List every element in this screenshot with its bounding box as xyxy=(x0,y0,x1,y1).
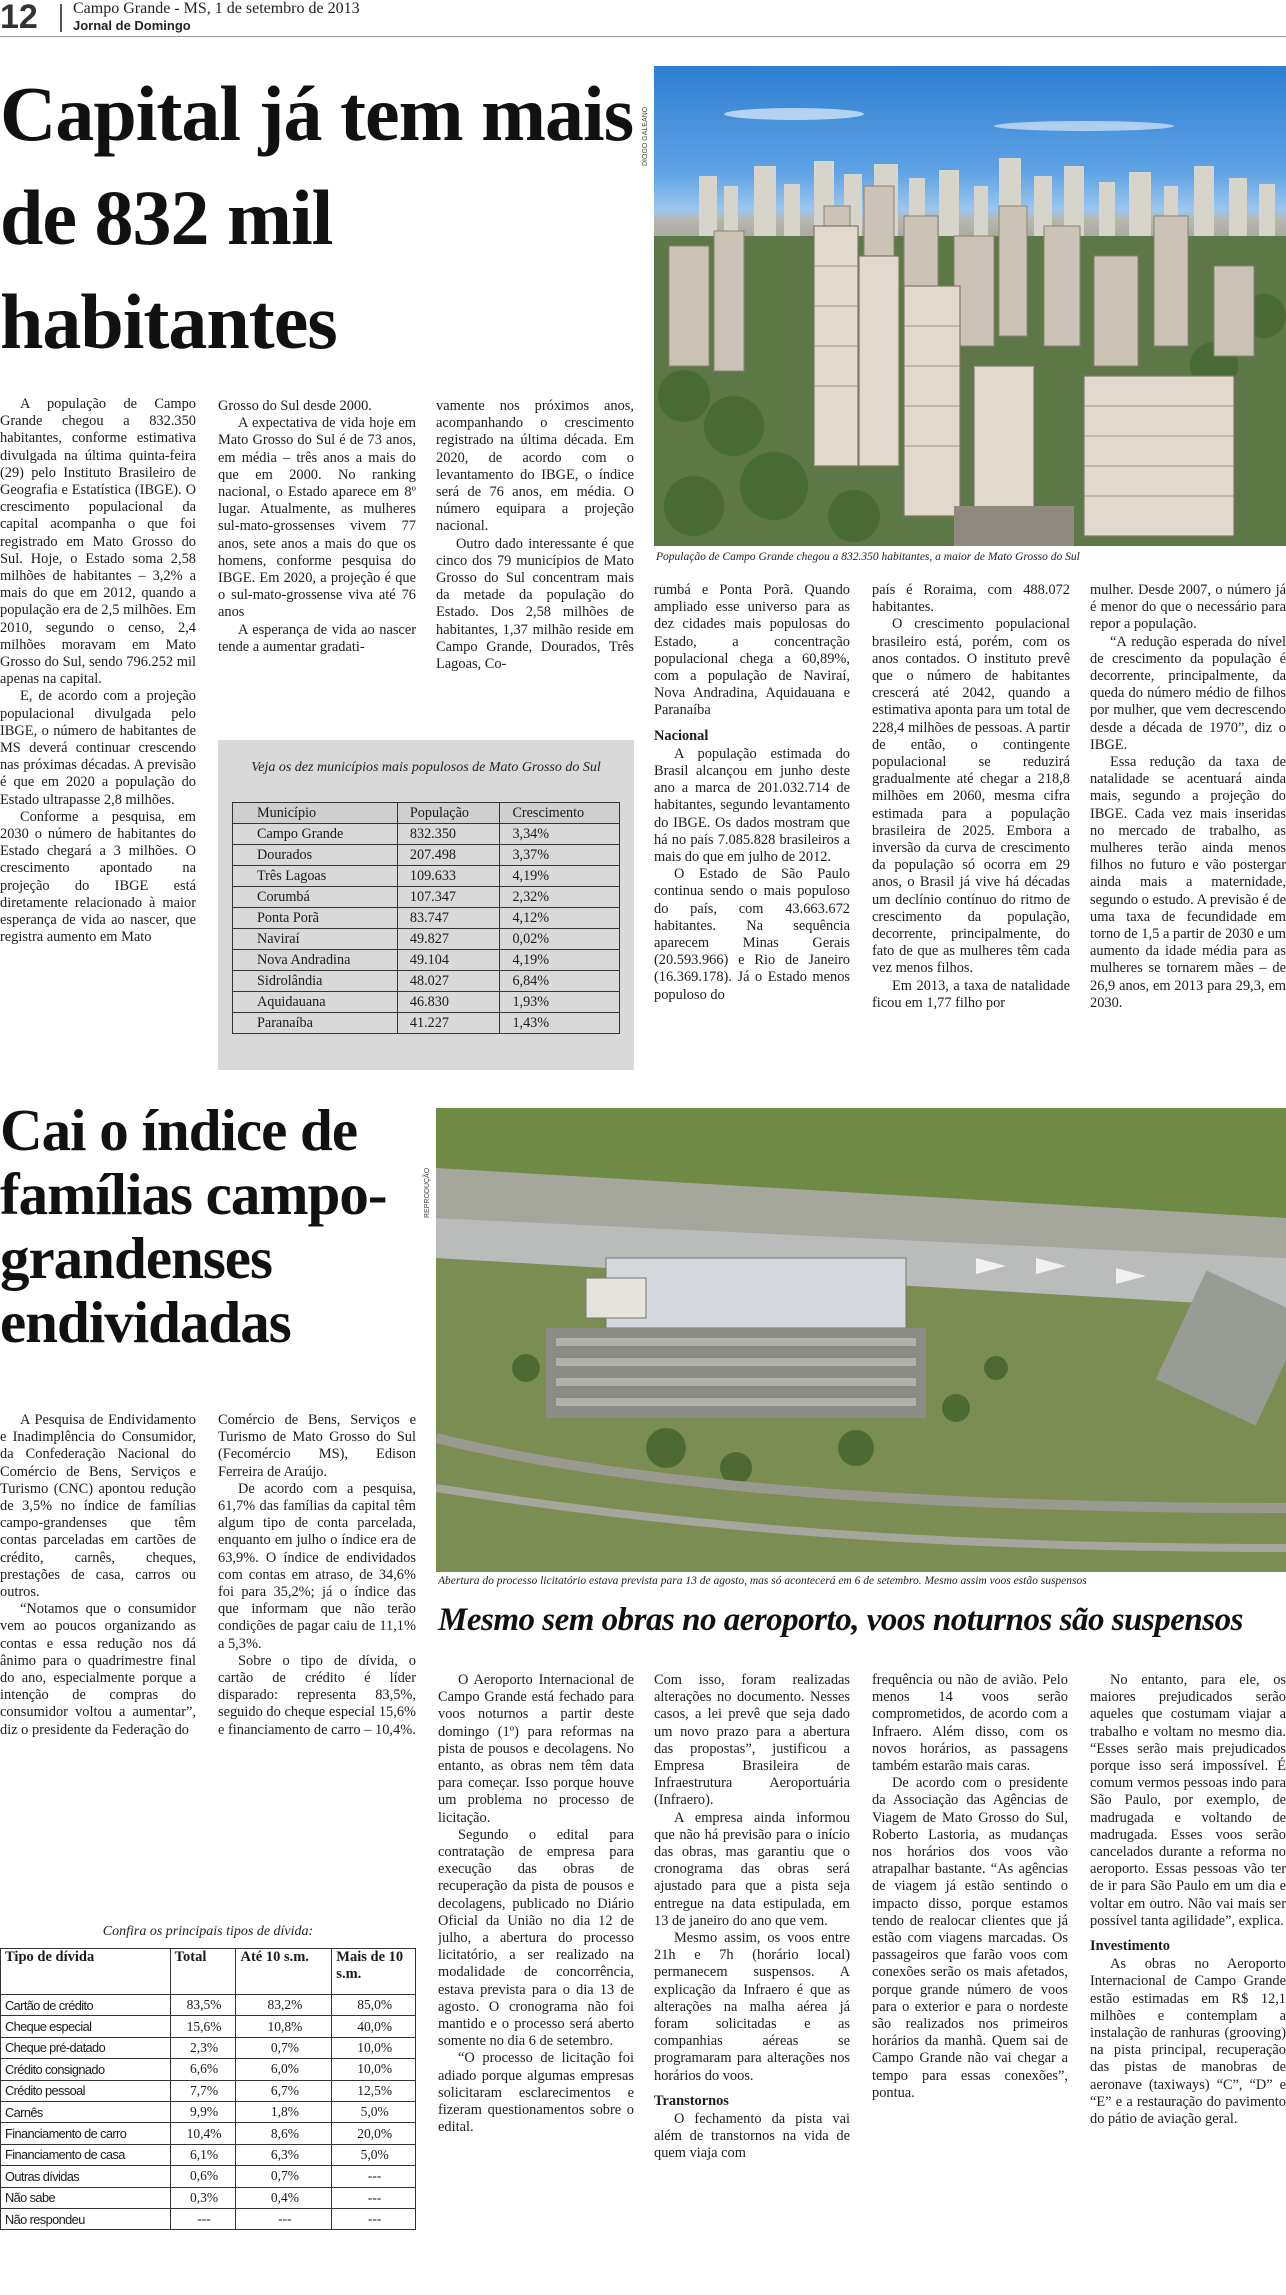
table-cell: 12,5% xyxy=(332,2080,416,2101)
article3-column-1 xyxy=(438,1672,634,2295)
article3-photo-credit: REPRODUÇÃO xyxy=(424,1167,431,1218)
table-cell: Nova Andradina xyxy=(233,950,398,971)
table-cell: Carnês xyxy=(1,2101,171,2122)
table-row xyxy=(233,845,620,866)
table-header: População xyxy=(397,803,500,824)
table-cell: 46.830 xyxy=(397,992,500,1013)
table-cell: Crédito pessoal xyxy=(1,2080,171,2101)
paragraph: De acordo com o presidente da Associação das Agências de Viagem de Mato Grosso do Sul, Roberto Lastoria, as mudanças nos horários dos voos vão atrapalhar bastante. “As agências de viagem já estão sentindo o impacto disso, porque estamos tendo de realocar clientes que já estão com viagens marcadas. Os passageiros que farão voos com conexões serão os mais afetados, porque grande número de voos para o exterior e para o nordeste são realizados nos primeiros horários da manhã. Quem sai de Campo Grande não vai chegar a tempo para essas conexões”, pontua. xyxy=(872,1775,1068,2101)
subhead-investimento: Investimento xyxy=(1090,1938,1170,1955)
table-cell: 83.747 xyxy=(397,908,500,929)
table-cell: 6,0% xyxy=(236,2059,332,2080)
article1-column-4 xyxy=(654,582,850,1082)
paragraph: país é Roraima, com 488.072 habitantes. xyxy=(872,582,1070,616)
table-cell: 40,0% xyxy=(332,2016,416,2037)
paragraph: Segundo o edital para contratação de empresa para execução das obras de recuperação da pista de pousos e decolagens, publicado no Diário Oficial da União no dia 12 de julho, a abertura do processo licitatório, a ser realizado na modalidade de concorrência, estava prevista para o dia 13 de agosto. O cronograma não foi mantido e o processo será aberto somente no dia 6 de setembro. xyxy=(438,1826,634,2050)
table-cell: 41.227 xyxy=(397,1013,500,1034)
page-number: 12 xyxy=(0,0,38,36)
article1-column-3 xyxy=(436,398,634,718)
table-cell: Não respondeu xyxy=(1,2208,171,2229)
article1-column-1 xyxy=(0,396,196,1076)
table-row xyxy=(1,2059,416,2080)
table-row xyxy=(233,887,620,908)
table-cell: Aquidauana xyxy=(233,992,398,1013)
paragraph: rumbá e Ponta Porã. Quando ampliado esse universo para as dez cidades mais populosas do Estado, a concentração populacional chega a 60,89%, com a população de Naviraí, Nova Andradina, Aquidauana e Paranaíba xyxy=(654,582,850,719)
table-cell: 1,93% xyxy=(500,992,620,1013)
table-cell: 109.633 xyxy=(397,866,500,887)
article3-photo-caption: Abertura do processo licitatório estava prevista para 13 de agosto, mas só acontecerá em 6 de setembro. Mesmo assim voos estão suspensos xyxy=(438,1575,1087,1587)
table-cell: 1,43% xyxy=(500,1013,620,1034)
table-cell: 107.347 xyxy=(397,887,500,908)
population-table-title: Veja os dez municípios mais populosos de Mato Grosso do Sul xyxy=(251,760,601,775)
paragraph: Outro dado interessante é que cinco dos 79 municípios de Mato Grosso do Sul concentram mais da metade da população do Estado. Dos 2,58 milhões de habitantes, 1,37 milhão reside em Campo Grande, Dourados, Três Lagoas, Co- xyxy=(436,535,634,673)
table-cell: 10,8% xyxy=(236,2016,332,2037)
paragraph: A população de Campo Grande chegou a 832.350 habitantes, conforme estimativa divulgada na última quinta-feira (29) pelo Instituto Brasileiro de Geografia e Estatística (IBGE). O crescimento populacional da capital acompanha o que foi registrado em Mato Grosso do Sul. Hoje, o Estado soma 2,58 milhões de habitantes – 3,2% a mais do que em 2012, quando a população era de 2,5 milhões. Em 2010, segundo o censo, 2,4 milhões moravam em Mato Grosso do Sul, sendo 796.252 mil apenas na capital. xyxy=(0,396,196,688)
paragraph: A população estimada do Brasil alcançou em junho deste ano a marca de 201.032.714 de habitantes, segundo levantamento do IBGE. Os dados mostram que há no país 7.085.828 brasileiros a mais do que em julho de 2012. xyxy=(654,745,850,866)
table-cell: Cheque pré-datado xyxy=(1,2037,171,2058)
paragraph: E, de acordo com a projeção populacional divulgada pelo IBGE, o número de habitantes de MS deverá continuar crescendo nas próximas décadas. A previsão é que em 2020 a população do Estado ultrapasse 2,8 milhões. xyxy=(0,688,196,808)
table-cell: Corumbá xyxy=(233,887,398,908)
article3-column-3 xyxy=(872,1672,1068,2295)
paragraph: O crescimento populacional brasileiro está, porém, com os anos contados. O instituto prevê que o número de habitantes crescerá até 2042, quando a estimativa aponta para um total de 228,4 milhões de pessoas. A partir de então, o contingente populacional se reduzirá gradualmente até chegar a 218,8 milhões em 2060, mesma cifra estimada para a população brasileira de 2025. Embora a inversão da curva de crescimento da população só ocorra em 29 anos, o Brasil já vive há décadas um declínio contínuo do ritmo de crescimento da população, decorrente, principalmente, do fato de que as mulheres têm cada vez menos filhos. xyxy=(872,616,1070,977)
article3-headline: Mesmo sem obras no aeroporto, voos noturnos são suspensos xyxy=(438,1602,1243,1638)
paragraph: Mesmo assim, os voos entre 21h e 7h (horário local) permanecem suspensos. A explicação da Infraero é que as alterações na malha aérea já foram solicitadas e as companhias aéreas se programaram para alterações nos horários do voos. xyxy=(654,1930,850,2084)
subhead-transtornos: Transtornos xyxy=(654,2092,729,2109)
table-cell: 83,5% xyxy=(170,1995,236,2016)
population-table xyxy=(232,802,620,1034)
table-row xyxy=(1,2037,416,2058)
table-cell: 10,0% xyxy=(332,2059,416,2080)
article1-column-2 xyxy=(218,398,416,718)
table-header-row xyxy=(233,803,620,824)
table-row xyxy=(233,992,620,1013)
paragraph: mulher. Desde 2007, o número já é menor do que o necessário para repor a população. xyxy=(1090,582,1286,633)
table-header: Até 10 s.m. xyxy=(236,1949,332,1995)
paragraph: Com isso, foram realizadas alterações no documento. Nesses casos, a lei prevê que seja dado um novo prazo para a abertura das propostas”, justificou a Empresa Brasileira de Infraestrutura Aeroportuária (Infraero). xyxy=(654,1672,850,1809)
table-cell: --- xyxy=(170,2208,236,2229)
article1-photo-credit: DIOGO GALEANO xyxy=(642,106,649,166)
table-cell: 85,0% xyxy=(332,1995,416,2016)
table-cell: --- xyxy=(236,2208,332,2229)
paragraph: O Estado de São Paulo continua sendo o mais populoso do país, com 43.663.672 habitantes. Na sequência aparecem Minas Gerais (20.593.966) e Rio de Janeiro (16.369.178). Já o Estado menos populoso do xyxy=(654,866,850,1003)
table-cell: Financiamento de carro xyxy=(1,2123,171,2144)
table-cell: 0,6% xyxy=(170,2166,236,2187)
table-cell: 3,34% xyxy=(500,824,620,845)
article1-column-6 xyxy=(1090,582,1286,1082)
table-cell: 6,84% xyxy=(500,971,620,992)
article2-column-2 xyxy=(218,1412,416,1902)
table-row xyxy=(1,2016,416,2037)
table-cell: 832.350 xyxy=(397,824,500,845)
header-divider xyxy=(60,4,62,32)
table-cell: 5,0% xyxy=(332,2101,416,2122)
debt-table-title: Confira os principais tipos de dívida: xyxy=(102,1924,314,1939)
table-cell: 5,0% xyxy=(332,2144,416,2165)
table-cell: Ponta Porã xyxy=(233,908,398,929)
table-cell: 0,3% xyxy=(170,2187,236,2208)
table-cell: 8,6% xyxy=(236,2123,332,2144)
article3-column-4 xyxy=(1090,1672,1286,2295)
subhead-nacional: Nacional xyxy=(654,727,709,744)
article3-column-2 xyxy=(654,1672,850,2295)
article2-headline: Cai o índice de famílias campo-grandenses endividadas xyxy=(0,1097,387,1355)
table-cell: 9,9% xyxy=(170,2101,236,2122)
table-row xyxy=(1,2123,416,2144)
table-cell: 49.104 xyxy=(397,950,500,971)
paragraph: Sobre o tipo de dívida, o cartão de crédito é líder disparado: representa 83,5%, seguido do cheque especial 15,6% e financiamento de carro – 10,4%. xyxy=(218,1652,416,1738)
table-cell: Dourados xyxy=(233,845,398,866)
table-cell: 207.498 xyxy=(397,845,500,866)
table-cell: Campo Grande xyxy=(233,824,398,845)
header-rule xyxy=(0,36,1286,37)
table-cell: 4,12% xyxy=(500,908,620,929)
table-cell: Outras dívidas xyxy=(1,2166,171,2187)
table-cell: Financiamento de casa xyxy=(1,2144,171,2165)
table-cell: --- xyxy=(332,2187,416,2208)
article1-headline: Capital já tem mais de 832 mil habitantes xyxy=(0,70,634,365)
airport-aerial-photo xyxy=(436,1108,1286,1572)
paragraph: Grosso do Sul desde 2000. xyxy=(218,398,372,414)
table-cell: Cartão de crédito xyxy=(1,1995,171,2016)
paragraph: A esperança de vida ao nascer tende a aumentar gradati- xyxy=(218,621,416,655)
table-row xyxy=(233,908,620,929)
table-cell: 0,4% xyxy=(236,2187,332,2208)
table-cell: Três Lagoas xyxy=(233,866,398,887)
table-cell: Sidrolândia xyxy=(233,971,398,992)
paragraph: Em 2013, a taxa de natalidade ficou em 1,77 filho por xyxy=(872,977,1070,1011)
table-cell: 10,0% xyxy=(332,2037,416,2058)
paragraph: A Pesquisa de Endividamento e Inadimplência do Consumidor, da Confederação Nacional do Comércio de Bens, Serviços e Turismo (CNC) apontou redução de 3,5% no índice de famílias campo-grandenses que têm contas parceladas em cartões de crédito, carnês, cheques, prestações de casa, carros ou outros. xyxy=(0,1412,196,1601)
paragraph: vamente nos próximos anos, acompanhando o crescimento registrado na última década. Em 2020, de acordo com o levantamento do IBGE, o índice será de 76 anos, em média. O número equipara a projeção nacional. xyxy=(436,398,634,535)
city-skyline-illustration xyxy=(654,66,1286,546)
table-row xyxy=(1,2166,416,2187)
table-cell: 0,7% xyxy=(236,2037,332,2058)
table-cell: --- xyxy=(332,2208,416,2229)
table-cell: Naviraí xyxy=(233,929,398,950)
table-cell: 6,6% xyxy=(170,2059,236,2080)
paragraph: “Notamos que o consumidor vem ao poucos organizando as contas e essa redução nos dá ânimo para o quadrimestre final do ano, especialmente porque a intenção de compras do consumidor voltou a aumentar”, diz o presidente da Federação do xyxy=(0,1601,196,1738)
table-row xyxy=(233,1013,620,1034)
table-cell: 6,1% xyxy=(170,2144,236,2165)
paragraph: De acordo com a pesquisa, 61,7% das famílias da capital têm algum tipo de conta parcelada, enquanto em julho o índice era de 63,9%. O índice de endividados com contas em atraso, de 34,6% foi para 35,2%; já o índice das que informam que não terão condições de pagar caiu de 11,1% a 5,3%. xyxy=(218,1480,416,1652)
paragraph: O Aeroporto Internacional de Campo Grande está fechado para voos noturnos a partir deste domingo (1º) para reformas na pista de pousos e decolagens. No entanto, as obras nem têm data para começar. Isso porque houve um problema no processo de licitação. xyxy=(438,1672,634,1826)
table-cell: 83,2% xyxy=(236,1995,332,2016)
table-cell: 20,0% xyxy=(332,2123,416,2144)
header-publication: Jornal de Domingo xyxy=(73,18,191,33)
paragraph: Conforme a pesquisa, em 2030 o número de habitantes do Estado chegará a 3 milhões. O crescimento apontado na projeção do IBGE está diretamente relacionado à maior esperança de vida ao nascer, que registra aumento em Mato xyxy=(0,808,196,946)
table-header: Mais de 10 s.m. xyxy=(332,1949,416,1995)
table-cell: 10,4% xyxy=(170,2123,236,2144)
paragraph: No entanto, para ele, os maiores prejudicados serão aqueles que costumam viajar a trabalho e voltam no mesmo dia. “Esses serão mais prejudicados porque isso será impossível. É comum vermos pessoas indo para São Paulo, por exemplo, de madrugada e voltando de madrugada. Esses voos serão cancelados durante a reforma no aeroporto. Essas pessoas vão ter de ir para São Paulo em um dia e voltar em outro. Não vai mais ser possível tanta agilidade”, explica. xyxy=(1090,1672,1286,1929)
paragraph: Comércio de Bens, Serviços e Turismo de Mato Grosso do Sul (Fecomércio MS), Edison Ferreira de Araújo. xyxy=(218,1412,416,1480)
table-row xyxy=(233,824,620,845)
table-cell: 6,3% xyxy=(236,2144,332,2165)
table-row xyxy=(1,1995,416,2016)
paragraph: frequência ou não de avião. Pelo menos 14 voos serão comprometidos, de acordo com a Infraero. Além disso, com os novos horários, as passagens também estarão mais caras. xyxy=(872,1672,1068,1775)
table-header: Crescimento xyxy=(500,803,620,824)
table-cell: 15,6% xyxy=(170,2016,236,2037)
table-row xyxy=(233,929,620,950)
article1-photo-caption: População de Campo Grande chegou a 832.350 habitantes, a maior de Mato Grosso do Sul xyxy=(656,551,1080,563)
table-row xyxy=(233,866,620,887)
paragraph: “O processo de licitação foi adiado porque algumas empresas solicitaram esclarecimentos e fizeram questionamentos sobre o edital. xyxy=(438,2050,634,2136)
table-cell: Cheque especial xyxy=(1,2016,171,2037)
table-row xyxy=(1,2208,416,2229)
city-skyline-photo xyxy=(654,66,1286,546)
paragraph: “A redução esperada do nível de crescimento da população é decorrente, principalmente, da queda do número médio de filhos por mulher, que vem decrescendo desde a década de 1970”, diz o IBGE. xyxy=(1090,633,1286,753)
table-header-row xyxy=(1,1949,416,1995)
table-header: Total xyxy=(170,1949,236,1995)
table-row xyxy=(1,2144,416,2165)
table-cell: Não sabe xyxy=(1,2187,171,2208)
table-cell: 2,32% xyxy=(500,887,620,908)
header-city-date: Campo Grande - MS, 1 de setembro de 2013 xyxy=(73,0,360,17)
paragraph: A expectativa de vida hoje em Mato Grosso do Sul é de 73 anos, em média – três anos a mais do que em 2000. No ranking nacional, o Estado aparece em 8º lugar. Atualmente, as mulheres sul-mato-grossenses vivem 77 anos, sete anos a mais do que os homens, conforme pesquisa do IBGE. Em 2020, a projeção é que o sul-mato-grossense viva até 76 anos xyxy=(218,415,416,621)
paragraph: As obras no Aeroporto Internacional de Campo Grande estão estimadas em R$ 12,1 milhões e contemplam a instalação de ranhuras (grooving) na pista principal, recuperação das pistas de manobras de aeronave (taxiways) “C”, “D” e “E” e a restauração do pavimento do pátio de aviação geral. xyxy=(1090,1956,1286,2128)
debt-table xyxy=(0,1948,416,2230)
table-cell: 6,7% xyxy=(236,2080,332,2101)
table-cell: 1,8% xyxy=(236,2101,332,2122)
table-cell: 49.827 xyxy=(397,929,500,950)
table-row xyxy=(233,950,620,971)
paragraph: A empresa ainda informou que não há previsão para o início das obras, mas garantiu que o cronograma das obras será ajustado para que a pista seja entregue na data estipulada, em 13 de janeiro do ano que vem. xyxy=(654,1809,850,1929)
table-row xyxy=(233,971,620,992)
table-cell: 4,19% xyxy=(500,950,620,971)
table-cell: Paranaíba xyxy=(233,1013,398,1034)
table-cell: 7,7% xyxy=(170,2080,236,2101)
table-cell: 0,02% xyxy=(500,929,620,950)
table-cell: 2,3% xyxy=(170,2037,236,2058)
table-cell: --- xyxy=(332,2166,416,2187)
table-cell: 3,37% xyxy=(500,845,620,866)
paragraph: O fechamento da pista vai além de transtornos na vida de quem viaja com xyxy=(654,2111,850,2162)
table-cell: Crédito consignado xyxy=(1,2059,171,2080)
table-cell: 0,7% xyxy=(236,2166,332,2187)
airport-aerial-illustration xyxy=(436,1108,1286,1572)
paragraph: Essa redução da taxa de natalidade se acentuará ainda mais, segundo a projeção do IBGE. Cada vez mais inseridas no mercado de trabalho, as mulheres terão ainda menos filhos no futuro e vão postergar ainda mais a maternidade, segundo o estudo. A previsão é de uma taxa de fecundidade em torno de 1,5 a partir de 2030 e um aumento da idade média para as mulheres se tornarem mães – de 26,9 anos, em 2013 para 29,3, em 2030. xyxy=(1090,754,1286,1011)
table-cell: 48.027 xyxy=(397,971,500,992)
article1-column-5 xyxy=(872,582,1070,1082)
table-header: Tipo de dívida xyxy=(1,1949,171,1995)
article2-column-1 xyxy=(0,1412,196,1902)
table-row xyxy=(1,2187,416,2208)
table-header: Município xyxy=(233,803,398,824)
table-row xyxy=(1,2101,416,2122)
table-row xyxy=(1,2080,416,2101)
table-cell: 4,19% xyxy=(500,866,620,887)
